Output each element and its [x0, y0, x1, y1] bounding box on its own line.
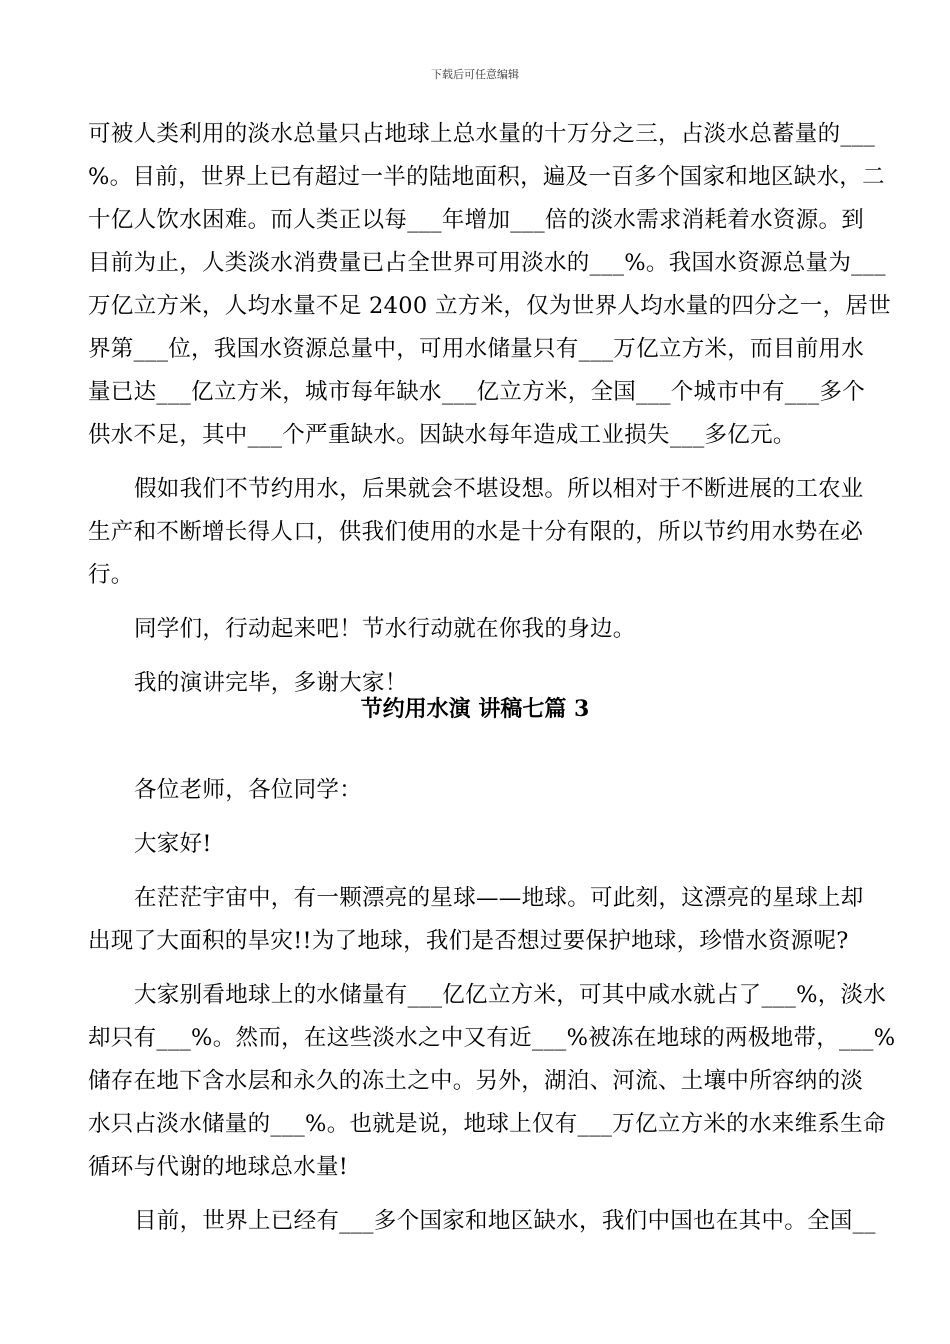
text-line: 水只占淡水储量的___%。也就是说，地球上仅有___万亿立方米的水来维系生命 [88, 1111, 886, 1137]
text-line: 假如我们不节约用水，后果就会不堪设想。所以相对于不断进展的工农业 [134, 476, 864, 502]
text-line: 十亿人饮水困难。而人类正以每___年增加___倍的淡水需求消耗着水资源。到 [88, 207, 865, 233]
header-note: 下载后可任意编辑 [431, 68, 519, 81]
text-line: 在茫茫宇宙中，有一颗漂亮的星球——地球。可此刻，这漂亮的星球上却 [134, 885, 864, 911]
text-line: 界第___位，我国水资源总量中，可用水储量只有___万亿立方米，而目前用水 [88, 336, 865, 362]
text-line: 供水不足，其中___个严重缺水。因缺水每年造成工业损失___多亿元。 [88, 422, 796, 448]
text-line: 目前，世界上已经有___多个国家和地区缺水，我们中国也在其中。全国__ [134, 1208, 876, 1234]
text-line: 我的演讲完毕，多谢大家！ [134, 670, 408, 696]
text-line: 各位老师，各位同学： [134, 777, 363, 803]
text-line: 储存在地下含水层和永久的冻土之中。另外，湖泊、河流、土壤中所容纳的淡 [88, 1068, 864, 1094]
text-line: 出现了大面积的旱灾!!为了地球，我们是否想过要保护地球，珍惜水资源呢? [88, 928, 849, 954]
text-line: 量已达___亿立方米，城市每年缺水___亿立方米，全国___个城市中有___多个 [88, 379, 866, 405]
text-line: 可被人类利用的淡水总量只占地球上总水量的十万分之三，占淡水总蓄量的___ [88, 121, 876, 147]
text-line: 行。 [88, 562, 134, 588]
text-line: 大家别看地球上的水储量有___亿亿立方米，可其中咸水就占了___%，淡水 [134, 982, 887, 1008]
text-line: 大家好! [134, 831, 212, 857]
text-line: 循环与代谢的地球总水量! [88, 1154, 349, 1180]
text-line: 同学们，行动起来吧！节水行动就在你我的身边。 [134, 616, 636, 642]
text-line: 万亿立方米，人均水量不足 2400 立方米，仅为世界人均水量的四分之一，居世 [88, 293, 891, 319]
text-line: 生产和不断增长得人口，供我们使用的水是十分有限的，所以节约用水势在必 [88, 519, 864, 545]
text-line: 却只有___%。然而，在这些淡水之中又有近___%被冻在地球的两极地带，___% [88, 1025, 896, 1051]
text-line: %。目前，世界上已有超过一半的陆地面积，遍及一百多个国家和地区缺水，二 [88, 164, 885, 190]
section-title: 节约用水演 讲稿七篇 3 [360, 696, 590, 722]
text-line: 目前为止，人类淡水消费量已占全世界可用淡水的___%。我国水资源总量为___ [88, 250, 886, 276]
